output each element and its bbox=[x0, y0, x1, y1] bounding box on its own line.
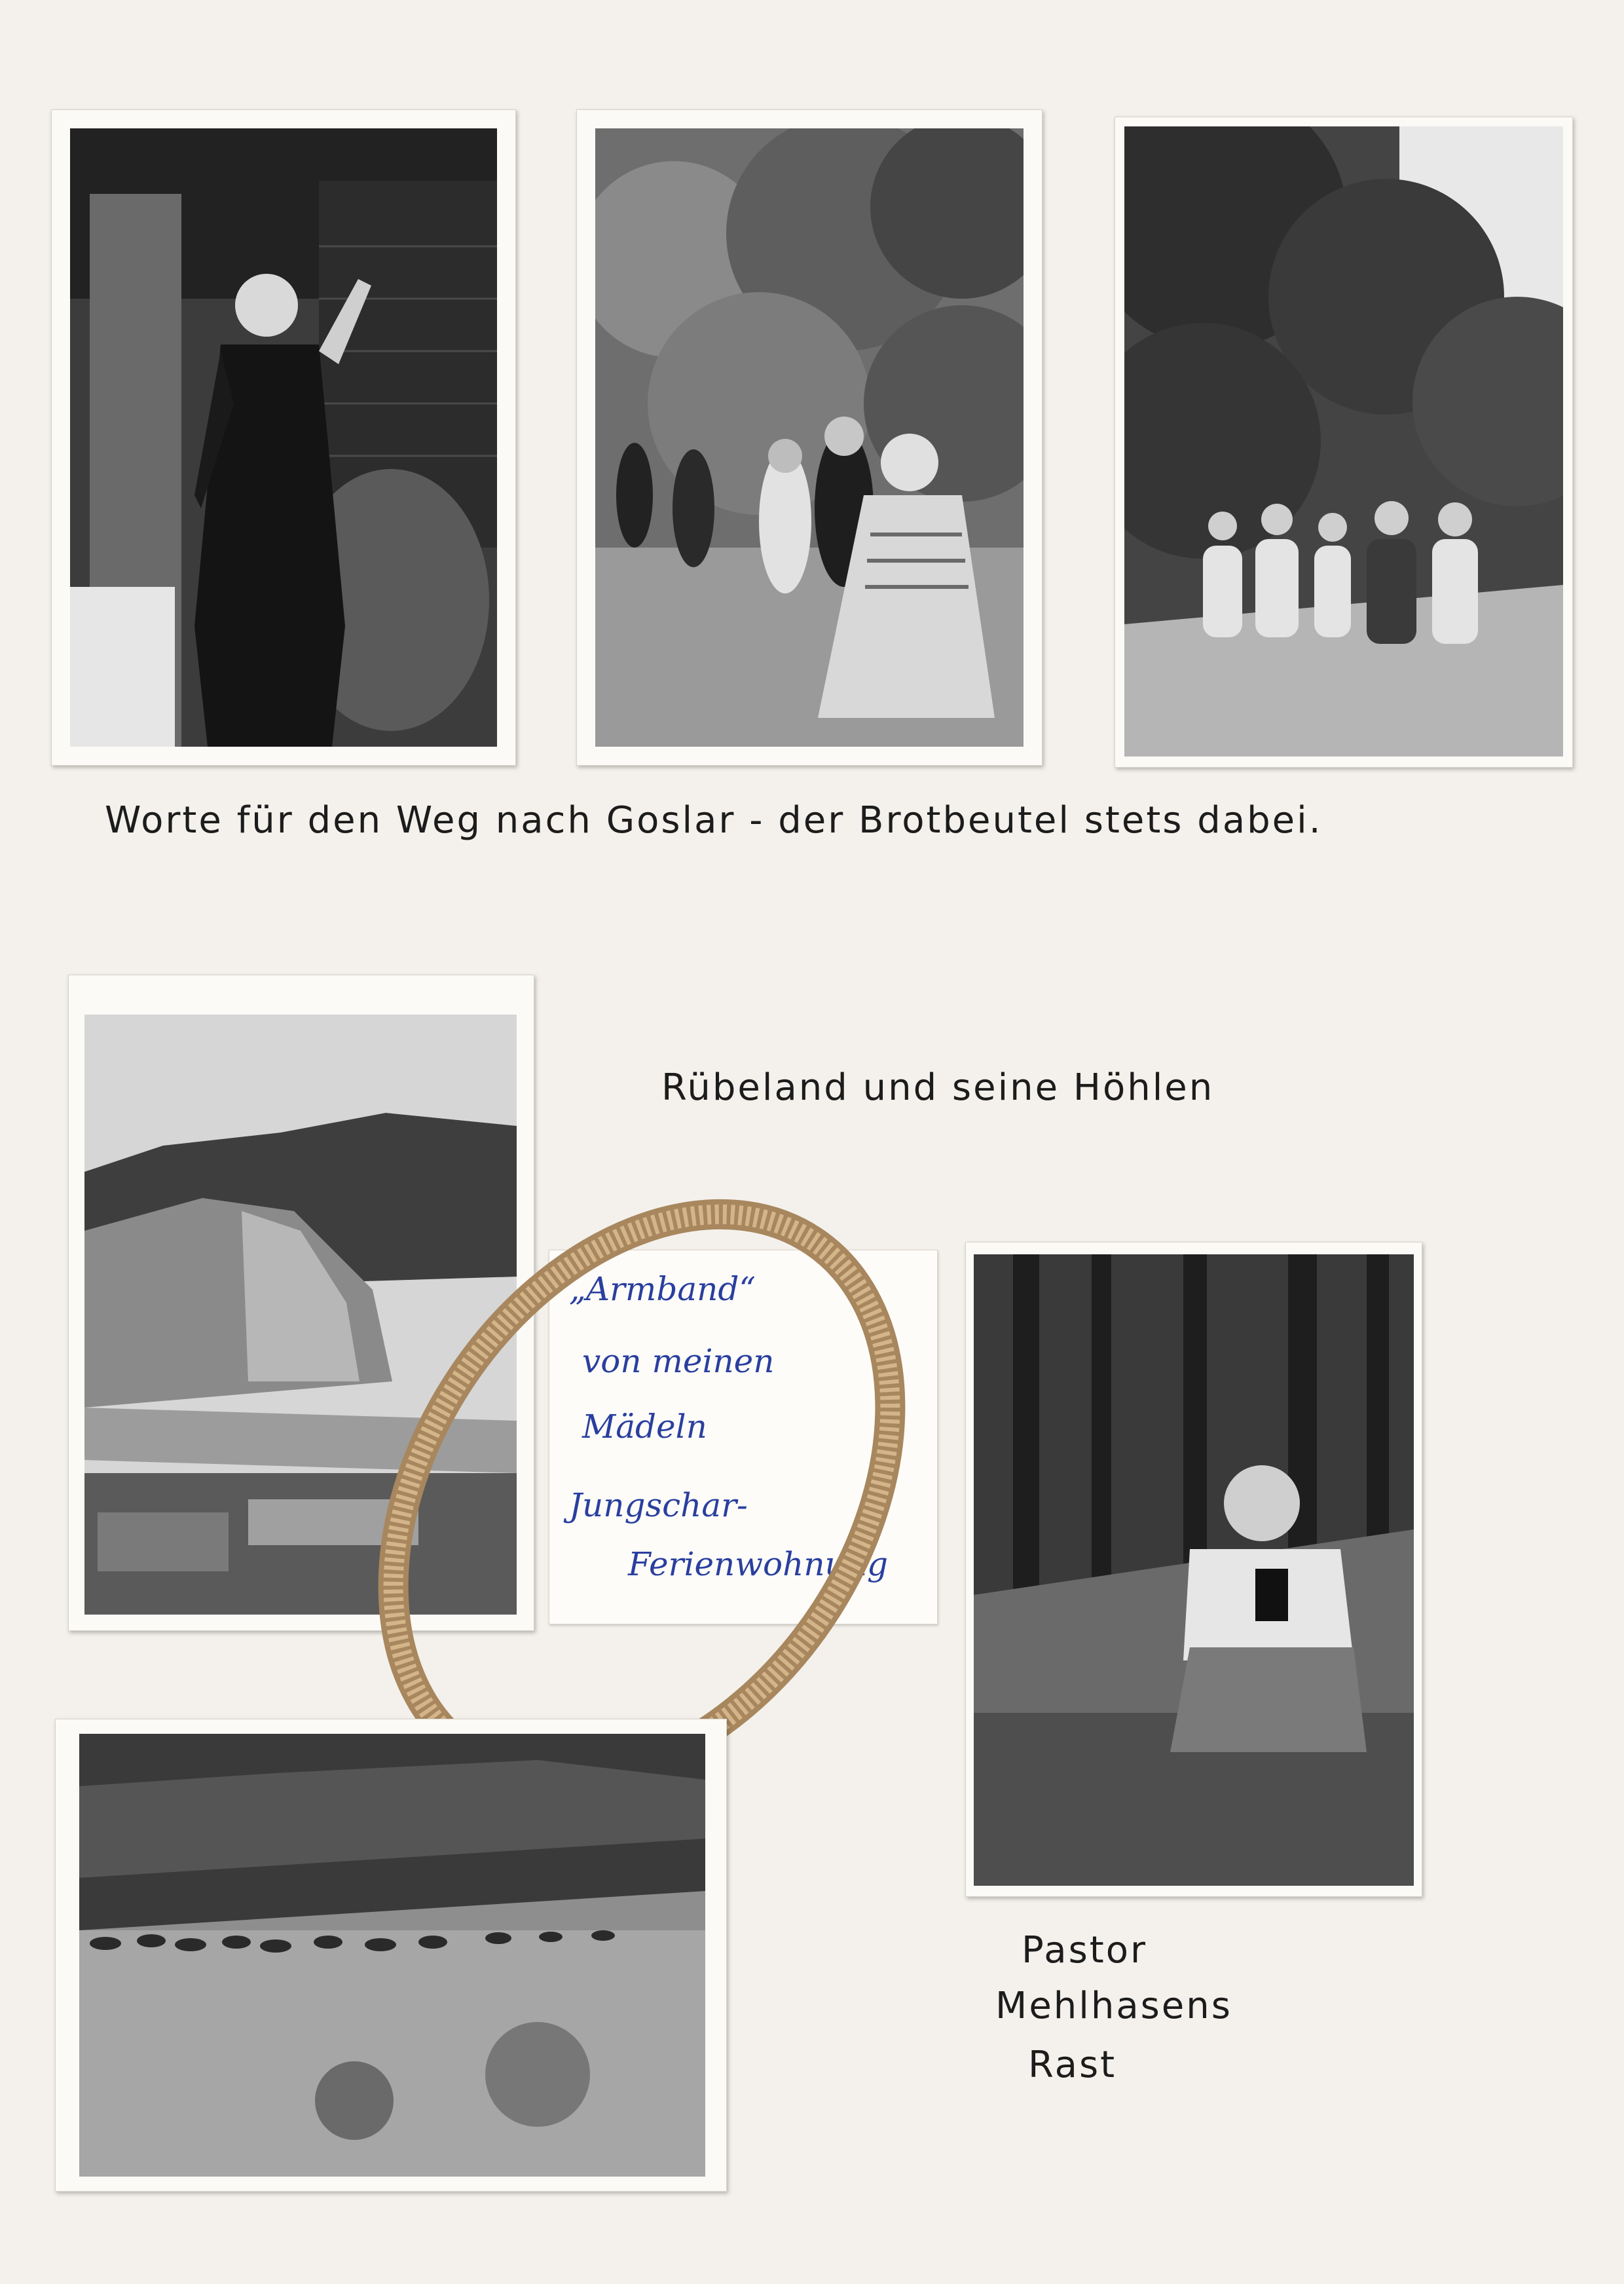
caption-goslar-walk: Worte für den Weg nach Goslar - der Brotbeutel stets dabei. bbox=[105, 799, 1323, 842]
photo-girls-hiking-image bbox=[595, 128, 1024, 747]
photo-cows-meadow bbox=[55, 1719, 727, 2192]
photo-girls-walking-road bbox=[1115, 117, 1573, 768]
photo-walking-road-image bbox=[1124, 126, 1563, 757]
note-line-madeln: Mädeln bbox=[582, 1408, 707, 1446]
caption-rubeland-caves: Rübeland und seine Höhlen bbox=[661, 1066, 1215, 1109]
photo-old-woman-pointing bbox=[51, 109, 516, 766]
photo-cows-meadow-image bbox=[79, 1734, 705, 2177]
caption-mehlhasens: Mehlhasens bbox=[995, 1985, 1232, 2027]
photo-pastor-resting-image bbox=[974, 1254, 1414, 1886]
photo-pastor-resting bbox=[965, 1242, 1422, 1897]
note-line-von-meinen: von meinen bbox=[582, 1342, 775, 1380]
note-line-jungschar: Jungschar- bbox=[569, 1486, 748, 1524]
note-line-armband: „Armband“ bbox=[569, 1270, 756, 1308]
caption-pastor: Pastor bbox=[1022, 1929, 1147, 1972]
photo-old-woman-image bbox=[70, 128, 497, 747]
photo-girls-hiking-trail bbox=[576, 109, 1043, 766]
note-line-ferienwohnung: Ferienwohnung bbox=[628, 1545, 888, 1583]
caption-rast: Rast bbox=[1028, 2044, 1117, 2086]
